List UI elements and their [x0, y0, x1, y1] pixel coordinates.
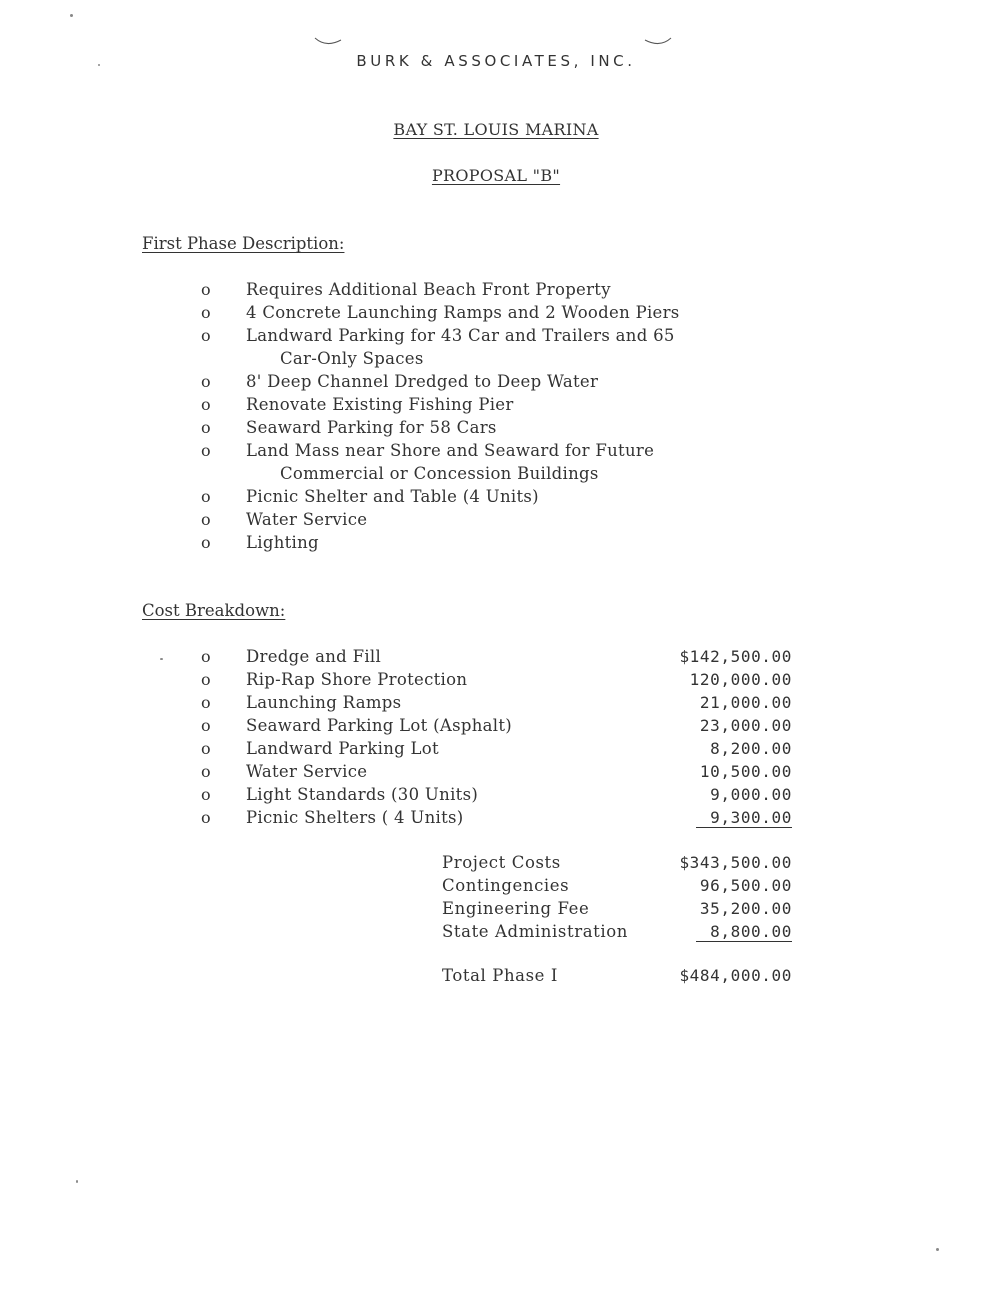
bullet: o [201, 785, 211, 804]
cost-amount: 21,000.00 [699, 693, 792, 712]
total-amount: $484,000.00 [679, 966, 792, 985]
scan-speck [160, 658, 163, 660]
scan-speck [76, 1180, 78, 1183]
list-item-text: Picnic Shelter and Table (4 Units) [246, 487, 539, 506]
bullet: o [201, 762, 211, 781]
list-item [0, 349, 992, 372]
cost-amount: 8,200.00 [710, 739, 792, 758]
bullet: o [201, 533, 211, 552]
cost-amount: 23,000.00 [699, 716, 792, 735]
letterhead: BURK & ASSOCIATES, INC. [356, 52, 636, 70]
summary-label: Contingencies [442, 876, 570, 895]
proposal-title [0, 166, 992, 185]
list-item [0, 464, 992, 487]
cost-label: Rip-Rap Shore Protection [246, 670, 468, 689]
bullet: o [201, 418, 211, 437]
total-row [0, 966, 992, 989]
bullet: o [201, 647, 211, 666]
cost-row [0, 739, 992, 762]
bullet: o [201, 510, 211, 529]
bullet: o [201, 487, 211, 506]
list-item [0, 441, 992, 464]
cost-label: Water Service [246, 762, 368, 781]
summary-row [0, 876, 992, 899]
list-item [0, 487, 992, 510]
cost-amount: 9,000.00 [710, 785, 792, 804]
bullet: o [201, 326, 211, 345]
document-title-text: BAY ST. LOUIS MARINA [393, 120, 599, 139]
list-item-text: Water Service [246, 510, 368, 529]
cost-label: Light Standards (30 Units) [246, 785, 479, 804]
bullet: o [201, 739, 211, 758]
cost-row [0, 647, 992, 670]
bullet: o [201, 395, 211, 414]
cost-row [0, 808, 992, 831]
summary-label: State Administration [442, 922, 629, 941]
cost-amount: $142,500.00 [679, 647, 792, 666]
bullet: o [201, 280, 211, 299]
proposal-title-text: PROPOSAL "B" [431, 166, 561, 185]
list-item-text: Renovate Existing Fishing Pier [246, 395, 514, 414]
cost-label: Picnic Shelters ( 4 Units) [246, 808, 464, 827]
cost-row [0, 693, 992, 716]
cost-label: Dredge and Fill [246, 647, 382, 666]
list-item [0, 280, 992, 303]
summary-row [0, 899, 992, 922]
list-item-text: Commercial or Concession Buildings [280, 464, 599, 483]
list-item [0, 326, 992, 349]
list-item [0, 418, 992, 441]
cost-summary [0, 853, 992, 945]
cost-row [0, 716, 992, 739]
cost-breakdown-list [0, 647, 992, 831]
cost-row [0, 762, 992, 785]
list-item-text: 4 Concrete Launching Ramps and 2 Wooden Piers [246, 303, 680, 322]
list-item-text: 8' Deep Channel Dredged to Deep Water [246, 372, 599, 391]
cost-label: Launching Ramps [246, 693, 402, 712]
letterhead-right-flourish [644, 36, 672, 48]
list-item [0, 510, 992, 533]
summary-row [0, 853, 992, 876]
summary-amount: 35,200.00 [699, 899, 792, 918]
bullet: o [201, 808, 211, 827]
list-item-text: Lighting [246, 533, 319, 552]
summary-label: Project Costs [442, 853, 561, 872]
summary-row [0, 922, 992, 945]
cost-label: Landward Parking Lot [246, 739, 439, 758]
bullet: o [201, 303, 211, 322]
letterhead-left-flourish [314, 36, 342, 48]
bullet: o [201, 670, 211, 689]
summary-amount: $343,500.00 [679, 853, 792, 872]
cost-amount: 10,500.00 [699, 762, 792, 781]
cost-row [0, 670, 992, 693]
list-item-text: Land Mass near Shore and Seaward for Future [246, 441, 655, 460]
total-label: Total Phase I [442, 966, 559, 985]
bullet: o [201, 716, 211, 735]
scan-speck [98, 64, 100, 66]
cost-amount: 120,000.00 [689, 670, 792, 689]
cost-amount: 9,300.00 [696, 808, 792, 828]
list-item-text: Requires Additional Beach Front Property [246, 280, 611, 299]
list-item [0, 303, 992, 326]
scan-speck [936, 1248, 939, 1251]
bullet: o [201, 441, 211, 460]
list-item-text: Car-Only Spaces [280, 349, 424, 368]
list-item [0, 372, 992, 395]
summary-label: Engineering Fee [442, 899, 590, 918]
list-item-text: Landward Parking for 43 Car and Trailers and 65 [246, 326, 675, 345]
bullet: o [201, 693, 211, 712]
cost-breakdown-heading: Cost Breakdown: [142, 601, 286, 620]
list-item [0, 533, 992, 556]
document-title [0, 120, 992, 139]
cost-row [0, 785, 992, 808]
summary-amount: 96,500.00 [699, 876, 792, 895]
list-item [0, 395, 992, 418]
cost-label: Seaward Parking Lot (Asphalt) [246, 716, 513, 735]
list-item-text: Seaward Parking for 58 Cars [246, 418, 497, 437]
bullet: o [201, 372, 211, 391]
scan-speck [70, 14, 73, 17]
first-phase-heading: First Phase Description: [142, 234, 345, 253]
summary-amount: 8,800.00 [696, 922, 792, 942]
first-phase-list [0, 280, 992, 556]
